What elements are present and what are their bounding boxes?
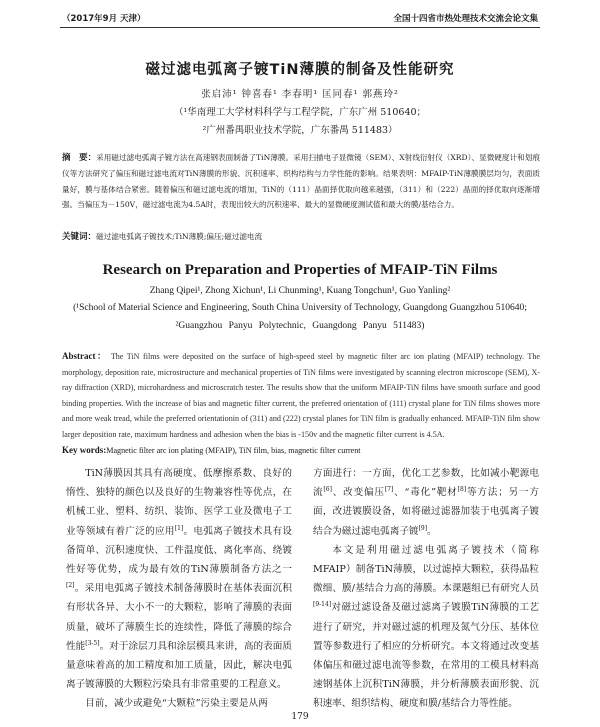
body-column-right — [313, 464, 539, 714]
body-text: 。电弧离子镀技术具有设备简单、沉积速度快、工件温度低、离化率高、绕镀性好等优势，成为最有效的TiN薄膜制备方法之一 — [66, 525, 292, 576]
english-keywords — [62, 445, 540, 455]
english-affiliation-1: (¹School of Material Science and Engineering, South China University of Technology, Guangdong Guangzhou 510640; — [73, 303, 527, 313]
citation: [9-14] — [313, 601, 332, 609]
citation: [1] — [174, 524, 184, 532]
body-text: 等方法；另一方面，改进镀膜设备，如将磁过滤器加装于电弧离子镀结合为磁过滤电弧离子镀 — [313, 487, 540, 537]
chinese-affiliation-2: ²广州番禺职业技术学院，广东番禺 511483） — [202, 125, 398, 136]
chinese-abstract-label: 摘 要： — [62, 153, 97, 163]
header-rule — [60, 27, 540, 28]
body-text: TiN薄膜因其具有高硬度、低摩擦系数、良好的惰性、独特的颜色以及良好的生物兼容性等优点，在机械工业、塑料、纺织、装饰、医学工业及微电子工业等领域有着广泛的应用 — [66, 468, 292, 537]
running-header — [62, 8, 538, 26]
english-affiliation-2: ²Guangzhou Panyu Polytechnic, Guangdong Panyu 511483) — [175, 321, 425, 331]
chinese-keywords-label: 关键词： — [62, 232, 97, 242]
chinese-abstract-text: 采用磁过滤电弧离子镀方法在高速钢表面制备了TiN薄膜。采用扫描电子显微镜（SEM）、X射线衍射仪（XRD）、显微硬度计和划痕仪等方法研究了偏压和磁过滤电流对TiN薄膜的形貌、沉积速率、织构结构与力学性能的影响。结果表明：MFAIP-TiN薄膜膜层均匀，表面质量好，膜与基体结合紧密。随着偏压和磁过滤电流的增加，TiN的（111）晶面择优取向越来越强，（311）和（222）晶面的择优取向逐渐增强。当偏压为－150V，磁过滤电流为4.5A时，表现出较大的沉积速率、最大的显微硬度测试值和最大的膜/基结合力。 — [62, 153, 540, 210]
body-paragraph — [313, 464, 539, 541]
citation: [8] — [457, 486, 467, 494]
body-text: 对磁过滤设备及磁过滤离子镀膜TiN薄膜的工艺进行了研究，并对磁过滤的机理及氮气分压、基体位置等参数进行了相应的分析研究。本文将通过改变基体偏压和磁过滤电流等参数，在常用的工模具材料高速钢基体上沉积TiN薄膜，并分析薄膜表面形貌、沉积速率、组织结构、硬度和膜/基结合力等性能。 — [313, 602, 539, 710]
chinese-title: 磁过滤电弧离子镀TiN薄膜的制备及性能研究 — [145, 62, 455, 78]
body-text: 。采用电弧离子镀技术制备薄膜时在基体表面沉积有形状各异、大小不一的大颗粒，影响了薄膜的表面质量，破坏了薄膜生长的连续性，降低了薄膜的综合性能 — [66, 583, 292, 652]
english-keywords-text: Magnetic filter arc ion plating (MFAIP), TiN film, bias, magnetic filter current — [106, 446, 361, 455]
header-right: 全国十四省市热处理技术交流会论文集 — [393, 14, 538, 24]
citation: [9] — [418, 524, 428, 532]
body-paragraph — [313, 541, 539, 714]
english-abstract-text: The TiN films were deposited on the surface of high-speed steel by magnetic filter arc ion plating (MFAIP) technology. The morphology, deposition rate, microstructure and mechanical properties of TiN films were investigated by scanning electron microscope (SEM), X-ray diffraction (XRD), microhardness and microscratch tester. The results show that the uniform MFAIP-TiN films have smooth surface and good binding properties. With the increase of bias and magnetic filter current, the preferred orientation of (111) crystal plane for TiN films showes more and more weak tread, while the preferred orientationin of (311) and (222) crystal planes for TiN film is gradually enhanced. MFAIP-TiN film show larger deposition rate, maximum hardness and adhesion when the bias is -150v and the magnetic filter current is 4.5A. — [62, 352, 540, 439]
body-text: 、改变偏压 — [331, 487, 385, 499]
body-paragraph: 目前，减少或避免“大颗粒”污染主要是从两 — [85, 698, 268, 710]
chinese-affiliation-1: （¹华南理工大学材料科学与工程学院，广东广州 510640； — [173, 107, 427, 118]
english-abstract-label: Abstract： — [62, 351, 108, 361]
body-text: 、“毒化”靶材 — [393, 487, 458, 499]
body-text: 本文是利用磁过滤电弧离子镀技术（简称MFAIP）制备TiN薄膜，以过滤掉大颗粒，获得晶粒微细、膜/基结合力高的薄膜。本课题组已有研究人员 — [313, 544, 539, 595]
body-text: 方面进行：一方面，优化工艺参数，比如减小靶源电流 — [313, 468, 539, 499]
header-left: （2017年9月 天津） — [62, 14, 146, 24]
english-authors: Zhang Qipei¹, Zhong Xichun¹, Li Chunming¹, Kuang Tongchun¹, Guo Yanling² — [149, 286, 451, 296]
chinese-keywords — [62, 230, 540, 242]
citation: [3-5] — [85, 639, 100, 647]
english-title: Research on Preparation and Properties of MFAIP-TiN Films — [102, 262, 498, 278]
english-abstract — [62, 349, 540, 443]
body-text: 。对于涂层刀具和涂层模具来讲，高的表面质量意味着高的加工精度和加工质量，因此，解决电弧离子镀薄膜的大颗粒污染具有非常重要的工程意义。 — [66, 640, 293, 691]
english-keywords-label: Key words: — [62, 445, 107, 455]
chinese-keywords-text: 磁过滤电弧离子镀技术;TiN薄膜;偏压;磁过滤电流 — [96, 232, 263, 241]
citation: [2] — [66, 582, 75, 590]
citation: [6] — [323, 486, 332, 494]
page-number: 179 — [291, 712, 309, 722]
chinese-abstract — [62, 150, 540, 213]
body-column-left — [66, 464, 292, 714]
citation: [7] — [384, 486, 394, 494]
body-text: 。 — [427, 525, 437, 537]
body-paragraph — [66, 464, 292, 694]
chinese-authors: 张启沛¹ 钟喜春¹ 李春明¹ 匡同春¹ 郭燕玲² — [201, 89, 399, 100]
